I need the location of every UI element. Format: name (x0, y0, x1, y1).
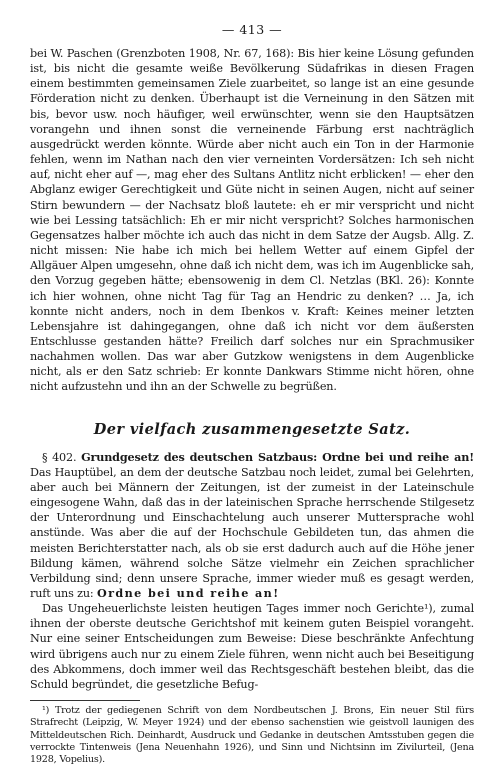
paragraph-continued: bei W. Paschen (Grenzboten 1908, Nr. 67, 168): Bis hier keine Lösung gefunden ist, bis nicht die gesamte weiße Bevölkerung Südafrikas in diesen Fragen einem bestimmten gemeinsamen Ziele zuarbeitet, so lange ist an eine gesunde Förderation nicht zu denken. Überhaupt ist die Verneinung in den Sätzen mit bis, bevor usw. noch häufiger, weil erwünschter, wenn sie den Hauptsätzen vorangehn und ihnen sonst die verneinende Färbung erst nachträglich ausgedrückt werden könnte. Würde aber nicht auch ein Ton in der Harmonie fehlen, wenn im Nathan nach den vier verneinten Vordersätzen: Ich seh nicht auf, nicht eher auf —, mag eher des Sultans Antlitz nicht erblicken! — eher den Abglanz ewiger Gerechtigkeit und Güte nicht in seinen Augen, nicht auf seiner Stirn bewundern — der Nachsatz bloß lautete: eh er mir verspricht und nicht wie bei Lessing tatsächlich: Eh er mir nicht verspricht? Solches harmonischen Gegensatzes halber möchte ich auch das nicht in dem Satze der Augsb. Allg. Z. nicht missen: Nie habe ich mich bei hellem Wetter auf einem Gipfel der Allgäuer Alpen umgesehn, ohne daß ich nicht dem, was ich im Augenblicke sah, den Vorzug gegeben hätte; ebensowenig in dem Cl. Netzlas (BKl. 26): Konnte ich hier wohnen, ohne nicht Tag für Tag an Hendric zu denken? … Ja, ich konnte nicht anders, noch in dem Ibenkos v. Kraft: Keines meiner letzten Lebensjahre ist dahingegangen, ohne daß ich nicht vor dem äußersten Entschlusse gestanden hätte? Freilich darf solches nur ein Sprachmusiker nachahmen wollen. Das war aber Gutzkow wenigstens in dem Augenblicke nicht, als er den Satz schrieb: Er konnte Dankwars Stimme nicht hören, ohne nicht aufzustehn und ihn an der Schwelle zu begrüßen. (30, 47, 474, 394)
footnote-rule (30, 700, 140, 701)
section-paragraph-2: Das Ungeheuerlichste leisten heutigen Tages immer noch Gerichte¹), zumal ihnen der oberste deutsche Gerichtshof mit keinem guten Beispiel vorangeht. Nur eine seiner Entscheidungen zum Beweise: Diese beschränkte Anfechtung wird übrigens auch nur zu einem Ziele führen, wenn nicht auch bei Beseitigung des Abkommens, doch immer weil das Rechtsgeschäft bestehen bleibt, das die Schuld begründet, die gesetzliche Befug- (30, 602, 474, 691)
section-title: Der vielfach zusammengesetzte Satz. (93, 420, 411, 438)
section-number: § 402. (42, 450, 77, 464)
section-heading: Grundgesetz des deutschen Satzbaus: Ordne bei und reihe an! (81, 449, 474, 464)
section-paragraph (30, 450, 474, 602)
section-motto: Ordne bei und reihe an! (96, 586, 280, 600)
footnote: ¹) Trotz der gediegenen Schrift von dem Nordbeutschen J. Brons, Ein neuer Stil fürs Strafrecht (Leipzig, W. Meyer 1924) und der ebenso sachenstien wie geistvoll launigen des Mitteldeutschen Rich. Deinhardt, Ausdruck und Gedanke in deutschen Amtsstuben gegen die verrockte Tintenweis (Jena Neuenhahn 1926), und Sinn und Nichtsinn im Zivilurteil, (Jena 1928, Vopelius). (30, 705, 474, 765)
section-text-1: Das Hauptübel, an dem der deutsche Satzbau noch leidet, zumal bei Gelehrten, aber auch bei Männern der Zeitungen, ist der zumeist in der Lateinschule eingesogene Wahn, daß das in der lateinischen Sprache herrschende Stilgesetz der Unterordnung und Einschachtelung auch unserer Muttersprache wohl anstünde. Was aber die auf der Hochschule Gebildeten tun, das ahmen die meisten Berichterstatter nach, als ob sie erst dadurch auch auf die Höhe jener Bildung kämen, während solche Sätze vielmehr ein Zeichen sprachlicher Verbildung sind; denn unsere Sprache, immer wieder muß es gesagt werden, ruft uns zu: (30, 465, 474, 600)
page-number: — 413 — (221, 22, 283, 37)
